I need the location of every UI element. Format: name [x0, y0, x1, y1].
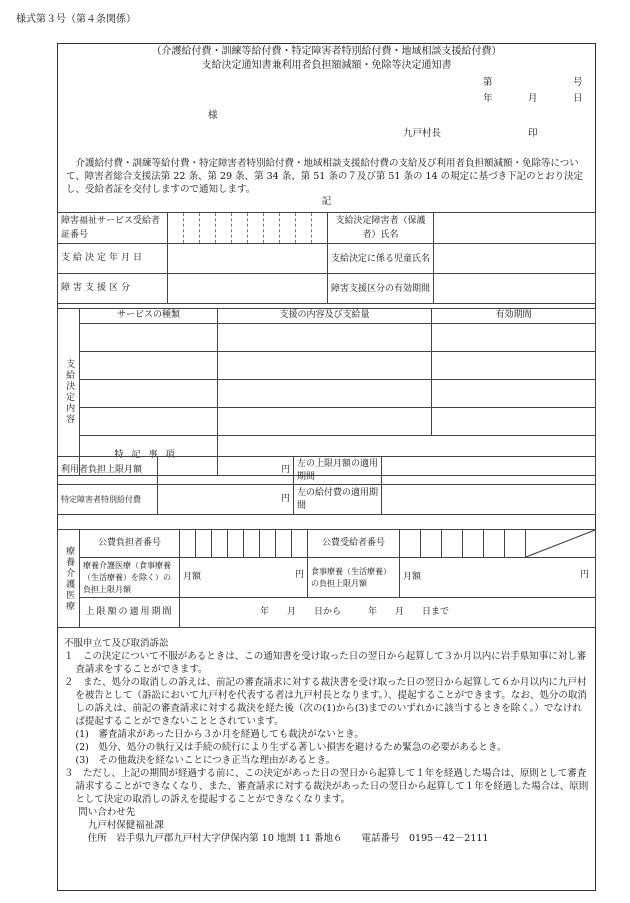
payer-digit[interactable]: [276, 530, 292, 558]
date-year: 年: [483, 93, 493, 104]
medical-yen: 円: [294, 570, 304, 580]
cert-digit[interactable]: [248, 213, 264, 244]
period-label: 上限額の適用期間: [80, 598, 180, 628]
payer-digit[interactable]: [212, 530, 228, 558]
period-field[interactable]: [432, 352, 596, 380]
payer-number-label: 公費負担者番号: [80, 530, 180, 558]
user-limit-period-field[interactable]: [382, 457, 596, 485]
user-limit-yen[interactable]: 円: [158, 457, 294, 485]
date-month: 月: [528, 93, 538, 104]
addressee-suffix: 様: [208, 110, 218, 121]
user-limit-period-label: 左の上限月額の適用期間: [294, 457, 382, 485]
notes-sub-2: (2) 処分、処分の執行又は手続の続行により生ずる著しい損害を避けるため緊急の必要があるとき。: [75, 742, 507, 753]
cert-digit[interactable]: [168, 213, 184, 244]
service-field[interactable]: [80, 380, 218, 408]
recipient-digit[interactable]: [484, 530, 505, 558]
payer-digit[interactable]: [196, 530, 212, 558]
payer-digit[interactable]: [292, 530, 308, 558]
cert-number-label: 障害福祉サービス受給者証番号: [58, 213, 168, 244]
support-side-label: 支給決定内容: [58, 309, 80, 476]
contact-office: 九戸村保健福祉課: [87, 820, 164, 831]
special-benefit-yen[interactable]: 円: [158, 485, 294, 515]
benefit-period-field[interactable]: [382, 485, 596, 515]
content-field[interactable]: [218, 408, 432, 436]
recipient-name-field[interactable]: [434, 213, 596, 244]
form-number: 様式第３号（第４条関係）: [16, 14, 136, 25]
issuer-name: 九戸村長: [403, 128, 442, 139]
disability-class-field[interactable]: [168, 274, 328, 304]
service-field[interactable]: [80, 352, 218, 380]
recipient-digit[interactable]: [400, 530, 421, 558]
service-field[interactable]: [80, 408, 218, 436]
meal-limit-label: 食事療養（生活療養）の負担上限月額: [308, 558, 400, 598]
form-title: 支給決定通知書兼利用者負担額減額・免除等決定通知書: [201, 60, 452, 71]
medical-side-label: 療養介護医療: [58, 530, 80, 628]
recipient-digit[interactable]: [505, 530, 526, 558]
ki-label: 記: [321, 196, 332, 207]
cert-digit[interactable]: [264, 213, 280, 244]
number-label-prefix: 第: [483, 77, 493, 88]
medical-limit-field[interactable]: [180, 558, 308, 598]
disability-class-label: 障害支援区分: [58, 274, 168, 304]
class-period-field[interactable]: [434, 274, 596, 304]
notes-item-3: ３ ただし、上記の期間が経過する前に、この決定があった日の翌日から起算して１年を経過した場合は、原則として審査請求することができなくなり、また、審査請求に対する裁決があった日の翌日から起算して１年を経過した場合は、原則として決定の取消しの訴えを提起することができなくなります。: [64, 768, 589, 805]
recipient-digit[interactable]: [463, 530, 484, 558]
decision-date-label: 支給決定年月日: [58, 244, 168, 274]
notes-section: [64, 637, 589, 845]
content-field[interactable]: [218, 352, 432, 380]
form-subtitle: （介護給付費・訓練等給付費・特定障害者特別給付費・地域相談支援給付費）: [151, 46, 502, 57]
notes-item-1: １ この決定について不服があるときは、この通知書を受け取った日の翌日から起算して３か月以内に岩手県知事に対し審査請求をすることができます。: [64, 651, 587, 675]
contact-address: 住所 岩手県九戸郡九戸村大字伊保内第 10 地割 11 番地６ 電話番号 0195－42－2111: [87, 833, 489, 844]
medical-getsugaku: 月額: [183, 571, 202, 582]
payer-digit[interactable]: [244, 530, 260, 558]
child-name-label: 支給決定に係る児童氏名: [328, 244, 434, 274]
col-period-header: 有効期間: [432, 309, 596, 324]
period-value[interactable]: 年 月 日から 年 月 日まで: [180, 598, 596, 628]
recipient-name-label: 支給決定障害者（保護者）氏名: [328, 213, 434, 244]
contact-label: 問い合わせ先: [78, 807, 136, 818]
recipient-info-table: [57, 212, 596, 304]
cert-digit[interactable]: [312, 213, 328, 244]
notes-sub-1: (1) 審査請求があった日から３か月を経過しても裁決がないとき。: [75, 729, 364, 740]
special-notes-label: 特記事項: [80, 436, 218, 476]
form-frame: [57, 43, 596, 891]
cert-digit[interactable]: [216, 213, 232, 244]
number-label-suffix: 号: [573, 77, 583, 88]
notes-sub-3: (3) その他裁決を経ないことにつき正当な理由があるとき。: [75, 755, 336, 766]
date-day: 日: [573, 93, 583, 104]
cert-digit[interactable]: [280, 213, 296, 244]
child-name-field[interactable]: [434, 244, 596, 274]
service-field[interactable]: [80, 324, 218, 352]
decision-date-field[interactable]: [168, 244, 328, 274]
payer-digit[interactable]: [228, 530, 244, 558]
period-field[interactable]: [432, 324, 596, 352]
user-limit-table: [57, 456, 596, 515]
class-period-label: 障害支援区分の有効期間: [328, 274, 434, 304]
recipient-digit-crossed: [526, 530, 596, 558]
special-benefit-label: 特定障害者特別給付費: [58, 485, 158, 515]
intro-text: 介護給付費・訓練等給付費・特定障害者特別給付費・地域相談支援給付費の支給及び利用者負担額減額・免除等について、障害者総合支援法第 22 条、第 29 条、第 34 条、第 51 条の７及び第 51 条の 14 の規定に基づき下記のとおり決定し、受給者証を交付しますので通知します。: [66, 158, 584, 195]
cert-digit[interactable]: [232, 213, 248, 244]
content-field[interactable]: [218, 324, 432, 352]
period-field[interactable]: [432, 408, 596, 436]
seal-mark: 印: [528, 128, 538, 139]
cert-digit[interactable]: [200, 213, 216, 244]
meal-limit-field[interactable]: [400, 558, 596, 598]
medical-care-table: [57, 529, 596, 628]
recipient-digit[interactable]: [442, 530, 463, 558]
recipient-digit[interactable]: [421, 530, 442, 558]
benefit-period-label: 左の給付費の適用期間: [294, 485, 382, 515]
medical-limit-label: 療養介護医療（食事療養（生活療養）を除く）の負担上限月額: [80, 558, 180, 598]
col-service-header: サービスの種類: [80, 309, 218, 324]
meal-yen: 円: [579, 570, 589, 580]
period-field[interactable]: [432, 380, 596, 408]
content-field[interactable]: [218, 380, 432, 408]
col-content-header: 支援の内容及び支給量: [218, 309, 432, 324]
cert-digit[interactable]: [184, 213, 200, 244]
cert-digit[interactable]: [296, 213, 312, 244]
support-decision-table: [57, 308, 596, 476]
user-limit-label: 利用者負担上限月額: [58, 457, 158, 485]
payer-digit[interactable]: [180, 530, 196, 558]
notes-heading: 不服申立て及び取消訴訟: [64, 638, 169, 649]
meal-getsugaku: 月額: [403, 571, 422, 582]
recipient-number-label: 公費受給者番号: [308, 530, 400, 558]
notes-item-2: ２ また、処分の取消しの訴えは、前記の審査請求に対する裁決書を受け取った日の翌日から起算して６か月以内に九戸村を被告として（訴訟において九戸村を代表する者は九戸村長となります。）、提起することができます。なお、処分の取消しの訴えは、前記の審査請求に対する裁決を経た後（次の(1)から(3)までのいずれかに該当するときを除く。）でなければ提起することができないこととされています。: [64, 677, 587, 727]
payer-digit[interactable]: [260, 530, 276, 558]
